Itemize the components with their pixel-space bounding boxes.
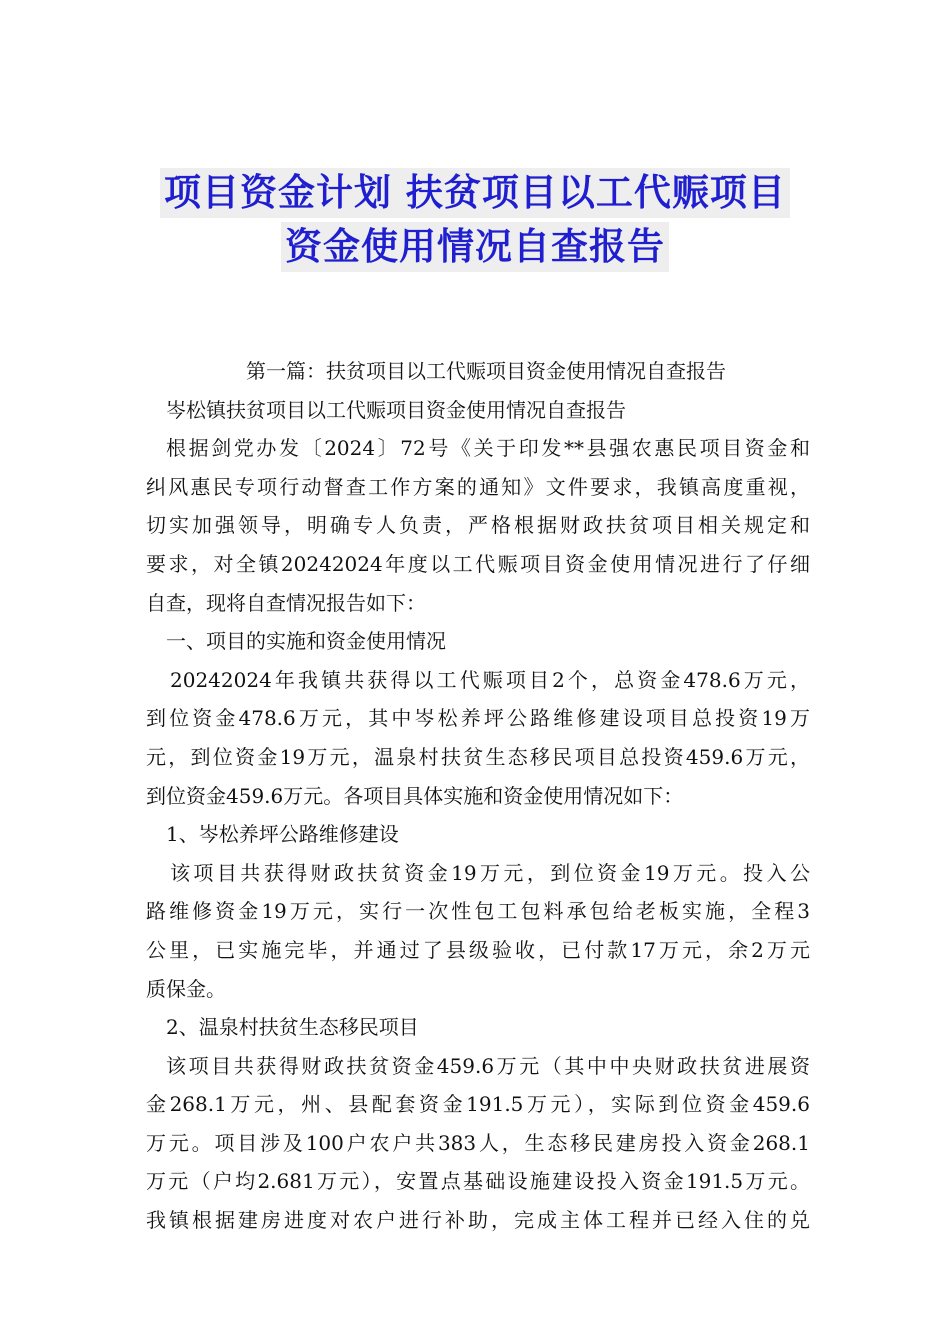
- document-title: [0, 168, 950, 276]
- paragraph-line: 20242024年我镇共获得以工代赈项目2个，总资金478.6万元，: [170, 667, 810, 692]
- paragraph-line: 质保金。: [146, 976, 226, 1001]
- paragraph-line: 自查，现将自查情况报告如下：: [146, 590, 426, 615]
- section-heading: 第一篇：扶贫项目以工代赈项目资金使用情况自查报告: [246, 359, 726, 383]
- paragraph-line: 我镇根据建房进度对农户进行补助，完成主体工程并已经入住的兑: [146, 1208, 810, 1233]
- paragraph-line: 路维修资金19万元，实行一次性包工包料承包给老板实施，全程3: [146, 899, 810, 924]
- paragraph-line: 切实加强领导，明确专人负责，严格根据财政扶贫项目相关规定和: [146, 513, 810, 538]
- paragraph-line: 根据剑党办发〔2024〕72号《关于印发**县强农惠民项目资金和: [166, 436, 810, 461]
- paragraph-line: 到位资金478.6万元，其中岑松养坪公路维修建设项目总投资19万: [146, 706, 810, 731]
- section-heading: 一、项目的实施和资金使用情况: [166, 629, 446, 654]
- paragraph-line: 要求，对全镇20242024年度以工代赈项目资金使用情况进行了仔细: [146, 551, 810, 576]
- paragraph-line: 金268.1万元，州、县配套资金191.5万元），实际到位资金459.6: [146, 1092, 810, 1117]
- title-line-2: 资金使用情况自查报告: [281, 222, 669, 272]
- paragraph-line: 元，到位资金19万元，温泉村扶贫生态移民项目总投资459.6万元，: [146, 744, 810, 769]
- report-subtitle: 岑松镇扶贫项目以工代赈项目资金使用情况自查报告: [166, 397, 626, 422]
- paragraph-line: 到位资金459.6万元。各项目具体实施和资金使用情况如下：: [146, 783, 684, 808]
- document-body: [146, 352, 810, 1240]
- subsection-heading: 2、温泉村扶贫生态移民项目: [166, 1015, 419, 1040]
- paragraph-line: 该项目共获得财政扶贫资金459.6万元（其中中央财政扶贫进展资: [166, 1053, 810, 1078]
- paragraph-line: 纠风惠民专项行动督查工作方案的通知》文件要求，我镇高度重视，: [146, 474, 810, 499]
- paragraph-line: 该项目共获得财政扶贫资金19万元，到位资金19万元。投入公: [170, 860, 810, 885]
- paragraph-line: 万元。项目涉及100户农户共383人，生态移民建房投入资金268.1: [146, 1130, 810, 1155]
- paragraph-line: 万元（户均2.681万元），安置点基础设施建设投入资金191.5万元。: [146, 1169, 810, 1194]
- paragraph-line: 公里，已实施完毕，并通过了县级验收，已付款17万元，余2万元: [146, 937, 810, 962]
- subsection-heading: 1、岑松养坪公路维修建设: [166, 822, 399, 847]
- title-line-1: 项目资金计划 扶贫项目以工代赈项目: [160, 168, 790, 218]
